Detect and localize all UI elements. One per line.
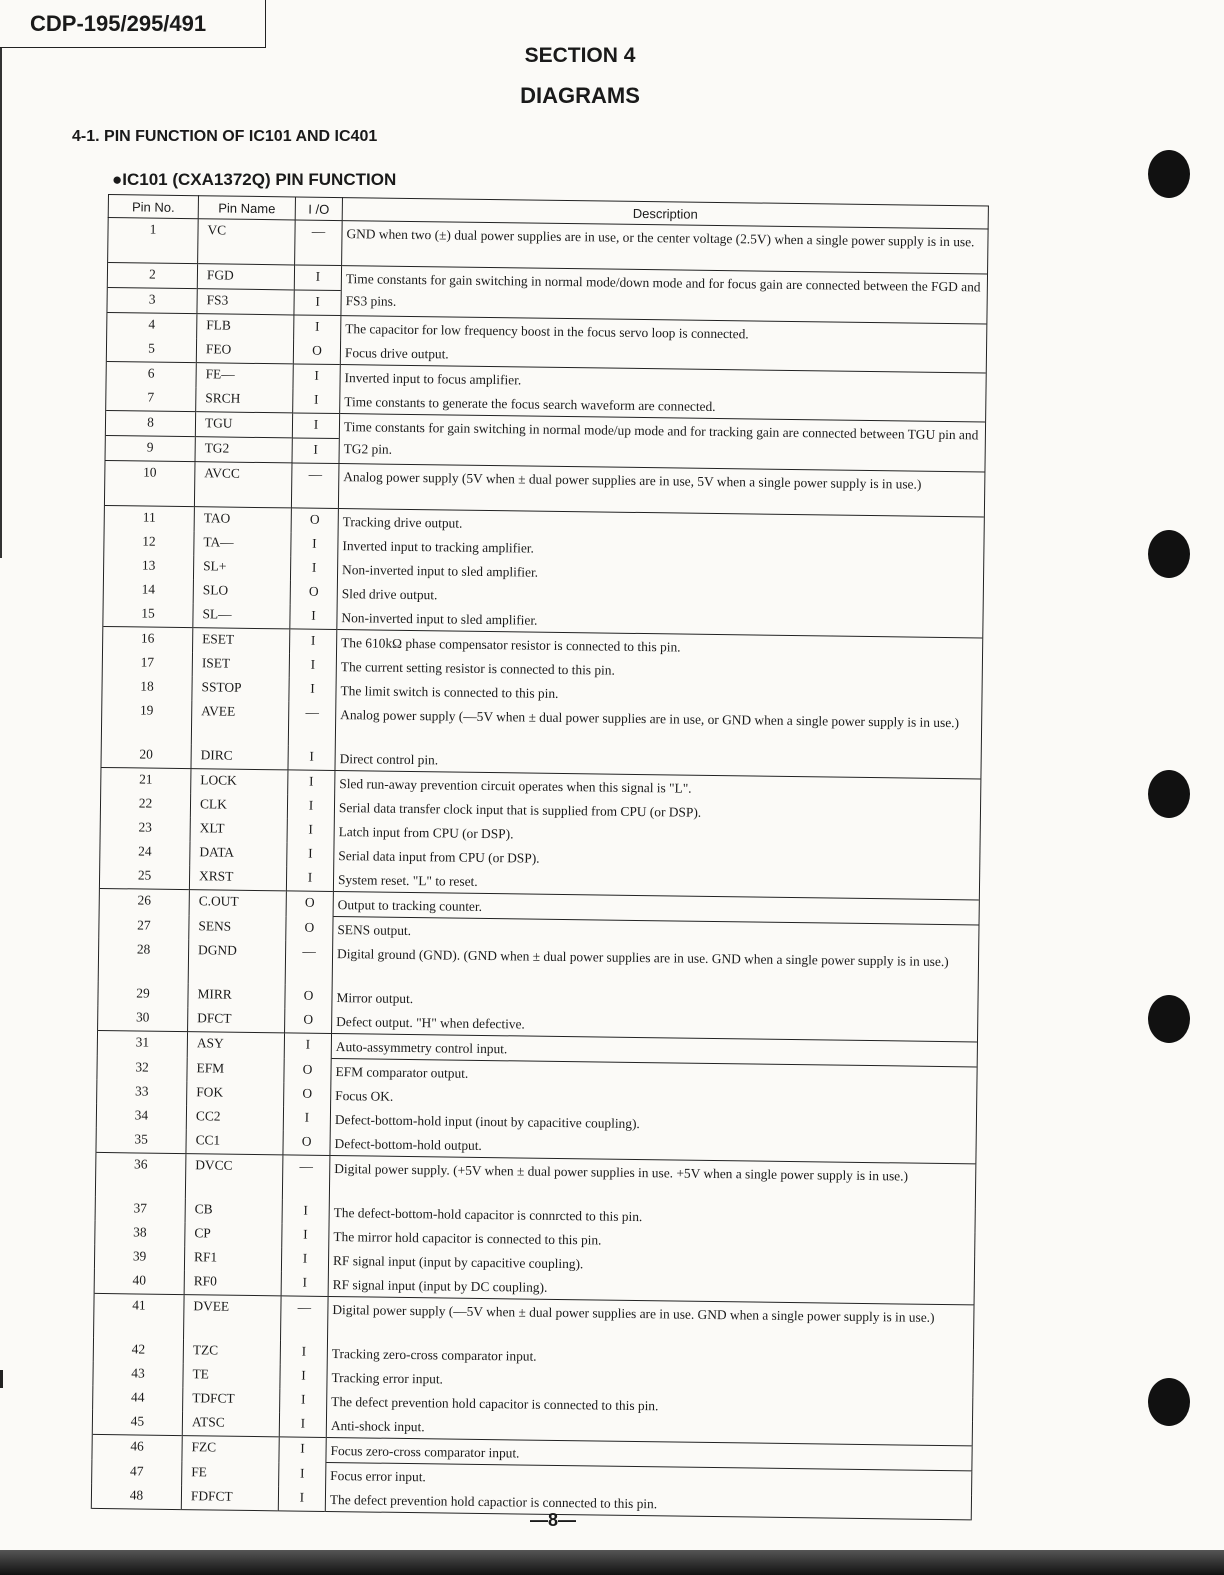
pin-name: CC2 xyxy=(186,1105,283,1130)
pin-name: AVCC xyxy=(194,462,292,508)
margin-mark xyxy=(0,1370,3,1388)
pin-io: I xyxy=(290,604,337,629)
pin-description: The current setting resistor is connected to this pin. xyxy=(340,659,615,678)
pin-number: 13 xyxy=(103,554,193,579)
pin-number: 27 xyxy=(99,913,189,939)
pin-io: — xyxy=(285,940,333,985)
pin-description: Time constants to generate the focus search waveform are connected. xyxy=(344,394,716,414)
pin-name: SL— xyxy=(193,603,290,629)
pin-number: 14 xyxy=(103,578,193,603)
subsection-heading: 4-1. PIN FUNCTION OF IC101 AND IC401 xyxy=(72,128,378,145)
pin-description: Digital power supply. (+5V when ± dual power supplies in use. +5V when a single power supply is in use.) xyxy=(334,1161,909,1184)
pin-name: TGU xyxy=(195,412,292,438)
pin-number: 29 xyxy=(98,982,188,1007)
pin-description-cell xyxy=(341,266,988,324)
section-title: DIAGRAMS xyxy=(520,83,640,108)
pin-io: — xyxy=(282,1155,330,1200)
pin-description: Tracking error input. xyxy=(331,1370,444,1387)
col-header-io: I /O xyxy=(295,197,342,221)
pin-description: Analog power supply (—5V when ± dual power supplies are in use, or GND when a single power supply is in use.) xyxy=(340,707,960,731)
pin-io: I xyxy=(281,1271,328,1296)
pin-io: I xyxy=(287,818,334,843)
pin-number: 15 xyxy=(103,602,193,628)
page-number: —8— xyxy=(530,1510,577,1530)
binder-hole xyxy=(1148,530,1190,578)
pin-name: TZC xyxy=(183,1339,280,1364)
pin-name: ASY xyxy=(187,1032,284,1058)
pin-description: Output to tracking counter. xyxy=(337,897,483,914)
pin-io: I xyxy=(278,1486,325,1511)
pin-name: DGND xyxy=(188,939,286,984)
pin-number: 2 xyxy=(107,263,197,289)
pin-name: SENS xyxy=(189,915,286,941)
pin-description: Defect output. "H" when defective. xyxy=(336,1014,525,1032)
pin-description: Inverted input to focus amplifier. xyxy=(344,370,522,388)
pin-description: Serial data transfer clock input that is supplied from CPU (or DSP). xyxy=(338,800,702,820)
pin-description: Non-inverted input to sled amplifier. xyxy=(342,562,539,580)
pin-name: DVEE xyxy=(184,1295,282,1341)
pin-number: 32 xyxy=(97,1055,187,1081)
pin-io: O xyxy=(291,508,338,533)
pin-number: 9 xyxy=(105,435,195,461)
pin-name: TA— xyxy=(194,531,291,556)
col-header-description: Description xyxy=(342,198,988,229)
pin-name: CC1 xyxy=(186,1129,283,1155)
pin-io: O xyxy=(286,916,333,941)
pin-description: Tracking zero-cross comparator input. xyxy=(331,1346,537,1364)
pin-description: The capacitor for low frequency boost in the focus servo loop is connected. xyxy=(345,321,749,342)
pin-name: C.OUT xyxy=(189,890,286,916)
pin-number: 25 xyxy=(99,864,189,890)
pin-description: The defect prevention hold capactior is connected to this pin. xyxy=(329,1492,658,1512)
pin-io: O xyxy=(293,339,340,364)
pin-io: I xyxy=(292,413,339,439)
pin-number: 36 xyxy=(95,1152,186,1198)
pin-number: 21 xyxy=(101,767,191,793)
pin-name: CLK xyxy=(190,793,287,818)
pin-number: 3 xyxy=(107,287,197,313)
pin-description: Non-inverted input to sled amplifier. xyxy=(341,610,538,628)
binder-hole xyxy=(1148,150,1190,198)
pin-description: Digital ground (GND). (GND when ± dual power supplies are in use. GND when a single power supply is in use.) xyxy=(336,946,949,970)
pin-function-table-wrapper xyxy=(91,194,988,1520)
pin-io: I xyxy=(286,866,333,891)
pin-io: O xyxy=(283,1130,330,1155)
margin-rule xyxy=(0,48,2,558)
pin-description: Focus zero-cross comparator input. xyxy=(330,1443,520,1461)
pin-io: I xyxy=(292,438,339,464)
pin-description: Auto-assymmetry control input. xyxy=(335,1039,508,1057)
pin-name: CB xyxy=(185,1198,282,1223)
pin-name: EFM xyxy=(187,1057,284,1083)
pin-description: The mirror hold capacitor is connected to this pin. xyxy=(333,1229,602,1248)
pin-name: FZC xyxy=(182,1436,279,1462)
pin-name: FE— xyxy=(196,363,293,389)
pin-name: SLO xyxy=(193,579,290,604)
pin-io: — xyxy=(281,1296,329,1341)
binder-hole xyxy=(1148,770,1190,818)
pin-number: 46 xyxy=(92,1434,182,1460)
pin-name: FS3 xyxy=(197,289,294,315)
pin-number: 1 xyxy=(108,218,199,264)
pin-description: GND when two (±) dual power supplies are in use, or the center voltage (2.5V) when a single power supply is in use. xyxy=(346,226,975,250)
pin-number: 39 xyxy=(94,1245,184,1270)
pin-number: 17 xyxy=(102,651,192,676)
col-header-pin-name: Pin Name xyxy=(198,196,295,220)
pin-io: I xyxy=(287,842,334,867)
pin-description: RF signal input (input by capacitive coupling). xyxy=(332,1253,584,1272)
pin-number: 35 xyxy=(96,1128,186,1154)
pin-io: I xyxy=(293,364,340,389)
pin-io: I xyxy=(290,629,337,654)
pin-io: O xyxy=(286,891,333,917)
pin-name: VC xyxy=(198,219,296,265)
pin-name: CP xyxy=(185,1222,282,1247)
pin-io: I xyxy=(288,745,335,770)
pin-description: SENS output. xyxy=(337,922,412,939)
pin-description: Defect-bottom-hold output. xyxy=(334,1136,482,1153)
pin-io: O xyxy=(285,1008,332,1033)
pin-name: TE xyxy=(183,1363,280,1388)
pin-io: I xyxy=(280,1388,327,1413)
pin-name: FOK xyxy=(187,1081,284,1106)
pin-io: I xyxy=(294,315,341,340)
pin-io: I xyxy=(289,653,336,678)
pin-number: 28 xyxy=(98,938,189,983)
pin-name: XLT xyxy=(190,817,287,842)
pin-io: I xyxy=(284,1033,331,1059)
pin-number: 5 xyxy=(106,337,196,363)
pin-name: ATSC xyxy=(182,1411,279,1437)
scan-edge xyxy=(0,1550,1224,1575)
pin-number: 10 xyxy=(104,460,195,506)
pin-name: FGD xyxy=(197,264,294,290)
pin-number: 40 xyxy=(94,1269,184,1295)
pin-name: RF1 xyxy=(184,1246,281,1271)
pin-description: Anti-shock input. xyxy=(330,1418,425,1435)
pin-io: I xyxy=(290,556,337,581)
pin-io: O xyxy=(285,984,332,1009)
pin-name: LOCK xyxy=(191,769,288,795)
pin-io: — xyxy=(288,701,336,746)
pin-description: The 610kΩ phase compensator resistor is connected to this pin. xyxy=(341,635,681,655)
pin-name: TG2 xyxy=(195,437,292,463)
pin-number: 47 xyxy=(92,1459,182,1485)
pin-description: The defect-bottom-hold capacitor is connrcted to this pin. xyxy=(333,1205,643,1225)
pin-description: Sled drive output. xyxy=(341,586,438,603)
pin-number: 6 xyxy=(106,361,196,387)
pin-name: DIRC xyxy=(191,744,288,770)
pin-io: O xyxy=(290,580,337,605)
pin-number: 16 xyxy=(103,626,193,652)
pin-io: I xyxy=(279,1462,326,1487)
pin-description: Tracking drive output. xyxy=(342,514,463,531)
pin-number: 23 xyxy=(100,816,190,841)
pin-number: 12 xyxy=(104,530,194,555)
pin-io: I xyxy=(294,290,341,316)
pin-description: Digital power supply (—5V when ± dual power supplies are in use. GND when a single power supply is in use.) xyxy=(332,1302,935,1325)
pin-description: Inverted input to tracking amplifier. xyxy=(342,538,535,556)
pin-number: 7 xyxy=(106,386,196,412)
pin-io: I xyxy=(280,1340,327,1365)
pin-name: FDFCT xyxy=(181,1485,278,1511)
pin-io: I xyxy=(287,794,334,819)
model-number-box xyxy=(0,0,266,48)
pin-description: Mirror output. xyxy=(336,990,414,1007)
pin-description: Direct control pin. xyxy=(339,751,439,768)
pin-number: 19 xyxy=(101,699,192,744)
pin-io: I xyxy=(293,388,340,413)
pin-name: TDFCT xyxy=(183,1387,280,1412)
pin-name: RF0 xyxy=(184,1270,281,1296)
pin-description: System reset. "L" to reset. xyxy=(337,872,478,889)
pin-io: I xyxy=(279,1412,326,1437)
binder-hole xyxy=(1148,1378,1190,1426)
pin-number: 8 xyxy=(105,410,195,436)
pin-number: 37 xyxy=(95,1197,185,1222)
col-header-pin-no: Pin No. xyxy=(108,195,198,219)
pin-description: Serial data input from CPU (or DSP). xyxy=(338,848,540,866)
binder-hole xyxy=(1148,995,1190,1043)
pin-number: 31 xyxy=(97,1030,187,1056)
pin-io: O xyxy=(284,1058,331,1083)
pin-name: ESET xyxy=(193,628,290,654)
pin-description: Latch input from CPU (or DSP). xyxy=(338,824,514,842)
pin-number: 38 xyxy=(95,1221,185,1246)
table-title: ●IC101 (CXA1372Q) PIN FUNCTION xyxy=(112,170,397,189)
pin-number: 4 xyxy=(107,312,197,338)
pin-io: — xyxy=(295,220,343,266)
pin-description: Analog power supply (5V when ± dual power supplies are in use, 5V when a single power supply is in use.) xyxy=(343,469,922,492)
pin-number: 18 xyxy=(102,675,192,700)
pin-io: I xyxy=(283,1106,330,1131)
pin-name: FEO xyxy=(196,338,293,364)
pin-name: XRST xyxy=(189,865,286,891)
pin-number: 45 xyxy=(92,1410,182,1436)
pin-name: ISET xyxy=(192,652,289,677)
pin-description: Sled run-away prevention circuit operates when this signal is "L". xyxy=(339,776,692,796)
section-number: SECTION 4 xyxy=(524,44,636,67)
pin-io: O xyxy=(284,1082,331,1107)
pin-description: Defect-bottom-hold input (inout by capacitive coupling). xyxy=(334,1112,640,1132)
pin-name: SRCH xyxy=(196,387,293,413)
pin-number: 41 xyxy=(94,1293,185,1339)
pin-number: 43 xyxy=(93,1362,183,1387)
pin-name: SL+ xyxy=(193,555,290,580)
pin-description: Focus drive output. xyxy=(344,345,449,362)
pin-io: I xyxy=(294,265,341,291)
pin-number: 34 xyxy=(96,1104,186,1129)
pin-description: Time constants for gain switching in normal mode/up mode and for tracking gain are connected between TGU pin and TG2 pin. xyxy=(343,419,979,457)
pin-name: FE xyxy=(182,1461,279,1487)
pin-number: 30 xyxy=(98,1006,188,1032)
pin-number: 11 xyxy=(104,505,194,531)
pin-name: MIRR xyxy=(188,983,285,1008)
pin-description: EFM comparator output. xyxy=(335,1064,469,1081)
pin-number: 22 xyxy=(100,792,190,817)
pin-name: FLB xyxy=(197,314,294,340)
pin-function-table xyxy=(91,194,989,1520)
pin-io: I xyxy=(281,1247,328,1272)
pin-description: Time constants for gain switching in normal mode/down mode and for focus gain are connected between the FGD and FS3 pins. xyxy=(345,271,981,309)
pin-number: 24 xyxy=(100,840,190,865)
pin-io: I xyxy=(282,1223,329,1248)
pin-name: TAO xyxy=(194,507,291,533)
pin-io: I xyxy=(279,1437,326,1463)
pin-name: SSTOP xyxy=(192,676,289,701)
pin-name: DFCT xyxy=(188,1007,285,1033)
pin-number: 42 xyxy=(93,1338,183,1363)
pin-io: I xyxy=(291,532,338,557)
pin-number: 33 xyxy=(97,1080,187,1105)
pin-number: 26 xyxy=(99,888,189,914)
pin-description-cell xyxy=(339,414,986,472)
pin-io: I xyxy=(280,1364,327,1389)
pin-description: Focus OK. xyxy=(335,1088,394,1104)
pin-name: DVCC xyxy=(185,1154,283,1200)
pin-number: 44 xyxy=(93,1386,183,1411)
pin-table-body xyxy=(91,218,988,1520)
pin-number: 48 xyxy=(91,1484,181,1510)
pin-name: AVEE xyxy=(191,700,289,745)
pin-io: — xyxy=(291,463,339,509)
pin-description: RF signal input (input by DC coupling). xyxy=(332,1277,548,1295)
pin-name: DATA xyxy=(190,841,287,866)
pin-number: 20 xyxy=(101,743,191,769)
pin-description: The limit switch is connected to this pin. xyxy=(340,683,559,701)
pin-io: I xyxy=(289,677,336,702)
pin-description: The defect prevention hold capacitor is connected to this pin. xyxy=(331,1394,659,1414)
pin-io: I xyxy=(282,1199,329,1224)
pin-io: I xyxy=(288,770,335,795)
model-number: CDP-195/295/491 xyxy=(30,11,207,36)
pin-description: Focus error input. xyxy=(330,1468,426,1485)
